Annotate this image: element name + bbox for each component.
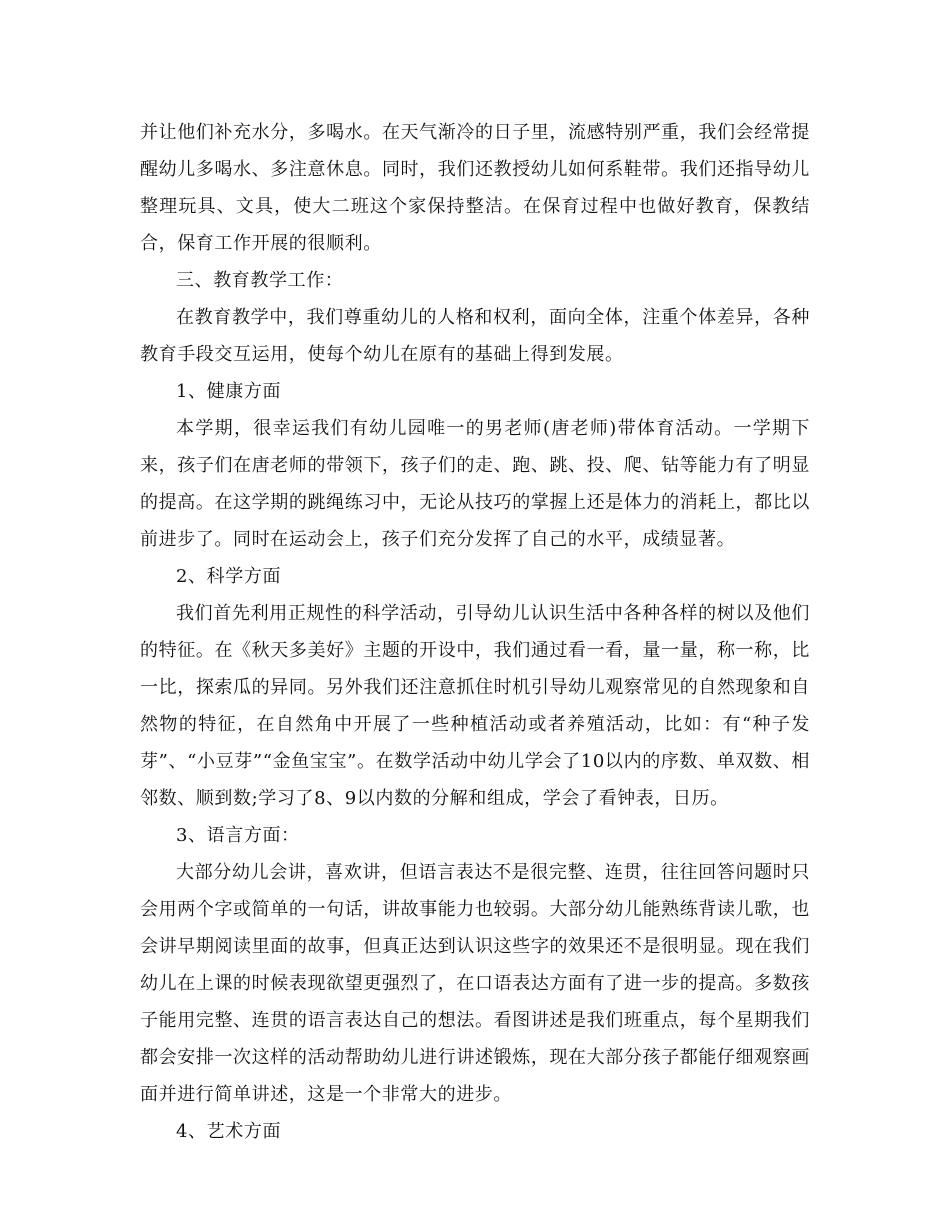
paragraph-care-work: 并让他们补充水分，多喝水。在天气渐冷的日子里，流感特别严重，我们会经常提醒幼儿多喝水、多注意休息。同时，我们还教授幼儿如何系鞋带。我们还指导幼儿整理玩具、文具，使大二班这个家保持整洁。在保育过程中也做好教育，保教结合，保育工作开展的很顺利。 bbox=[140, 122, 810, 254]
heading-language: 3、语言方面： bbox=[176, 825, 300, 846]
paragraph-language: 大部分幼儿会讲，喜欢讲，但语言表达不是很完整、连贯，往往回答问题时只会用两个字或简单的一句话，讲故事能力也较弱。大部分幼儿能熟练背读儿歌，也会讲早期阅读里面的故事，但真正达到认识这些字的效果还不是很明显。现在我们幼儿在上课的时候表现欲望更强烈了，在口语表达方面有了进一步的提高。多数孩子能用完整、连贯的语言表达自己的想法。看图讲述是我们班重点，每个星期我们都会安排一次这样的活动帮助幼儿进行讲述锻炼，现在大部分孩子都能仔细观察画面并进行简单讲述，这是一个非常大的进步。 bbox=[140, 862, 810, 1105]
heading-health: 1、健康方面 bbox=[176, 381, 282, 402]
paragraph-education-intro: 在教育教学中，我们尊重幼儿的人格和权利，面向全体，注重个体差异，各种教育手段交互运用，使每个幼儿在原有的基础上得到发展。 bbox=[140, 307, 810, 365]
document-body bbox=[140, 114, 810, 1150]
heading-art: 4、艺术方面 bbox=[176, 1121, 282, 1142]
paragraph-health: 本学期，很幸运我们有幼儿园唯一的男老师(唐老师)带体育活动。一学期下来，孩子们在唐老师的带领下，孩子们的走、跑、跳、投、爬、钻等能力有了明显的提高。在这学期的跳绳练习中，无论从技巧的掌握上还是体力的消耗上，都比以前进步了。同时在运动会上，孩子们充分发挥了自己的水平，成绩显著。 bbox=[140, 418, 810, 550]
heading-science: 2、科学方面 bbox=[176, 566, 282, 587]
paragraph-science: 我们首先利用正规性的科学活动，引导幼儿认识生活中各种各样的树以及他们的特征。在《秋天多美好》主题的开设中，我们通过看一看，量一量，称一称，比一比，探索瓜的异同。另外我们还注意抓住时机引导幼儿观察常见的自然现象和自然物的特征，在自然角中开展了一些种植活动或者养殖活动，比如：有“种子发芽”、“小豆芽”“金鱼宝宝”。在数学活动中幼儿学会了10以内的序数、单双数、相邻数、顺到数;学习了8、9以内数的分解和组成，学会了看钟表，日历。 bbox=[140, 603, 810, 809]
heading-education-teaching: 三、教育教学工作： bbox=[176, 270, 344, 291]
